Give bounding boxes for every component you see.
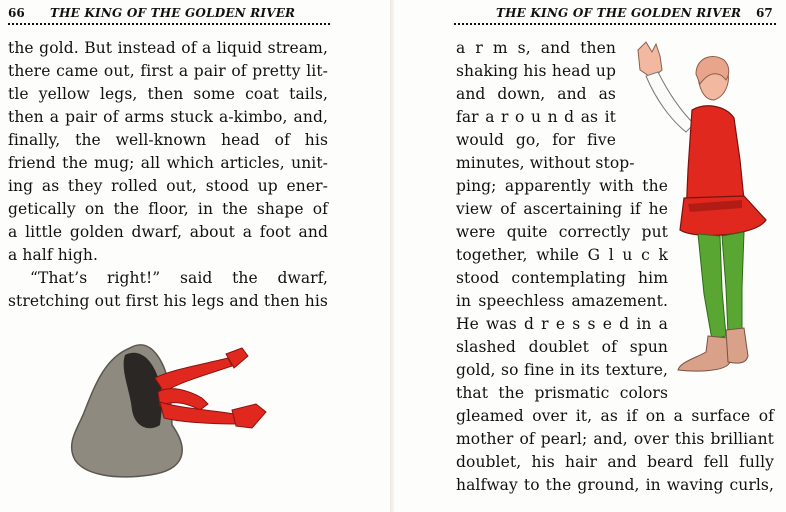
text-line: in speechless amazement.	[456, 292, 668, 310]
text-line: there came out, first a pair of pretty lit-	[8, 62, 328, 80]
page-number-right: 67	[756, 6, 773, 20]
header-rule-left	[8, 23, 330, 25]
text-line: “That’s right!” said the dwarf,	[30, 269, 328, 287]
page-number-left: 66	[8, 6, 25, 20]
text-line: finally, the well-known head of his	[8, 131, 328, 149]
running-head-left: THE KING OF THE GOLDEN RIVER	[50, 6, 296, 20]
text-line: stood contemplating him	[456, 269, 668, 287]
text-line: ing as they rolled out, stood up ener-	[8, 177, 328, 195]
text-line: doublet, his hair and beard fell fully	[456, 453, 774, 471]
text-line: tle yellow legs, then some coat tails,	[8, 85, 328, 103]
text-line: were quite correctly put	[456, 223, 668, 241]
text-line: and down, and as	[456, 85, 616, 103]
text-line: view of ascertaining if he	[456, 200, 668, 218]
text-line: far a r o u n d as it	[456, 108, 616, 126]
gluck-boy-illustration	[616, 40, 776, 385]
text-line: stretching out first his legs and then his	[8, 292, 328, 310]
text-line: gleamed over it, as if on a surface of	[456, 407, 774, 425]
text-line: then a pair of arms stuck a-kimbo, and,	[8, 108, 328, 126]
right-page	[394, 0, 786, 512]
text-line: a little golden dwarf, about a foot and	[8, 223, 328, 241]
left-page	[0, 0, 392, 512]
text-line: shaking his head up	[456, 62, 616, 80]
header-rule-right	[454, 23, 776, 25]
text-line: a half high.	[8, 246, 98, 264]
text-line: minutes, without stop-	[456, 154, 635, 172]
running-head-right: THE KING OF THE GOLDEN RIVER	[496, 6, 742, 20]
text-line: mother of pearl; and, over this brilliant	[456, 430, 774, 448]
mug-with-dwarf-legs-illustration	[60, 330, 290, 490]
text-line: together, while G l u c k	[456, 246, 668, 264]
text-line: halfway to the ground, in waving curls,	[456, 476, 774, 494]
text-line: He was d r e s s e d in a	[456, 315, 668, 333]
text-line: a r m s, and then	[456, 39, 616, 57]
text-line: that the prismatic colors	[456, 384, 668, 402]
text-line: the gold. But instead of a liquid stream,	[8, 39, 328, 57]
text-line: ping; apparently with the	[456, 177, 668, 195]
text-line: getically on the floor, in the shape of	[8, 200, 328, 218]
text-line: gold, so fine in its texture,	[456, 361, 668, 379]
text-line: friend the mug; all which articles, unit-	[8, 154, 328, 172]
text-line: would go, for five	[456, 131, 616, 149]
text-line: slashed doublet of spun	[456, 338, 668, 356]
